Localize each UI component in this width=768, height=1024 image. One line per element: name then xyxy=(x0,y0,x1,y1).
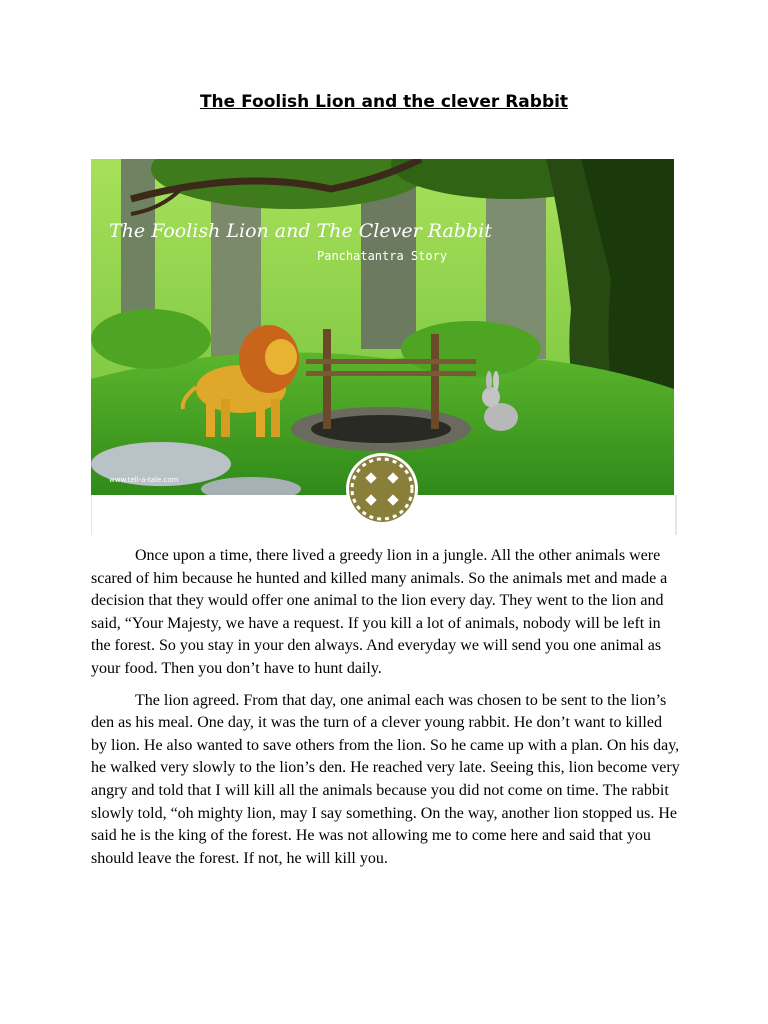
story-body xyxy=(91,545,681,879)
story-illustration xyxy=(91,159,677,535)
paragraph: The lion agreed. From that day, one animal each was chosen to be sent to the lion’s den as his meal. One day, it was the turn of a clever young rabbit. He don’t want to killed by lion. He also wanted to save others from the lion. So he came up with a plan. On his day, he walked very slowly to the lion’s den. He reached very late. Seeing this, lion become very angry and told that I will kill all the animals because you did not come on time. The rabbit slowly told, “oh mighty lion, may I say something. On the way, another lion stopped us. He said he is the king of the forest. He was not allowing me to come here and said that you should leave the forest. If not, he will kill you. xyxy=(91,691,680,867)
illustration-subheading: Panchatantra Story xyxy=(317,249,448,263)
paragraph: Once upon a time, there lived a greedy lion in a jungle. All the other animals were scared of him because he hunted and killed many animals. So the animals met and made a decision that they would offer one animal to the lion every day. They went to the lion and said, “Your Majesty, we have a request. If you kill a lot of animals, nobody will be left in the forest. So you stay in your den always. And everyday we will send you one animal as your food. Then you don’t have to hunt daily. xyxy=(91,547,668,677)
illustration-heading: The Foolish Lion and The Clever Rabbit xyxy=(109,220,492,242)
illustration-watermark: www.tell-a-tale.com xyxy=(109,476,179,484)
document-title: The Foolish Lion and the clever Rabbit xyxy=(199,92,569,112)
logo-badge xyxy=(346,453,418,525)
